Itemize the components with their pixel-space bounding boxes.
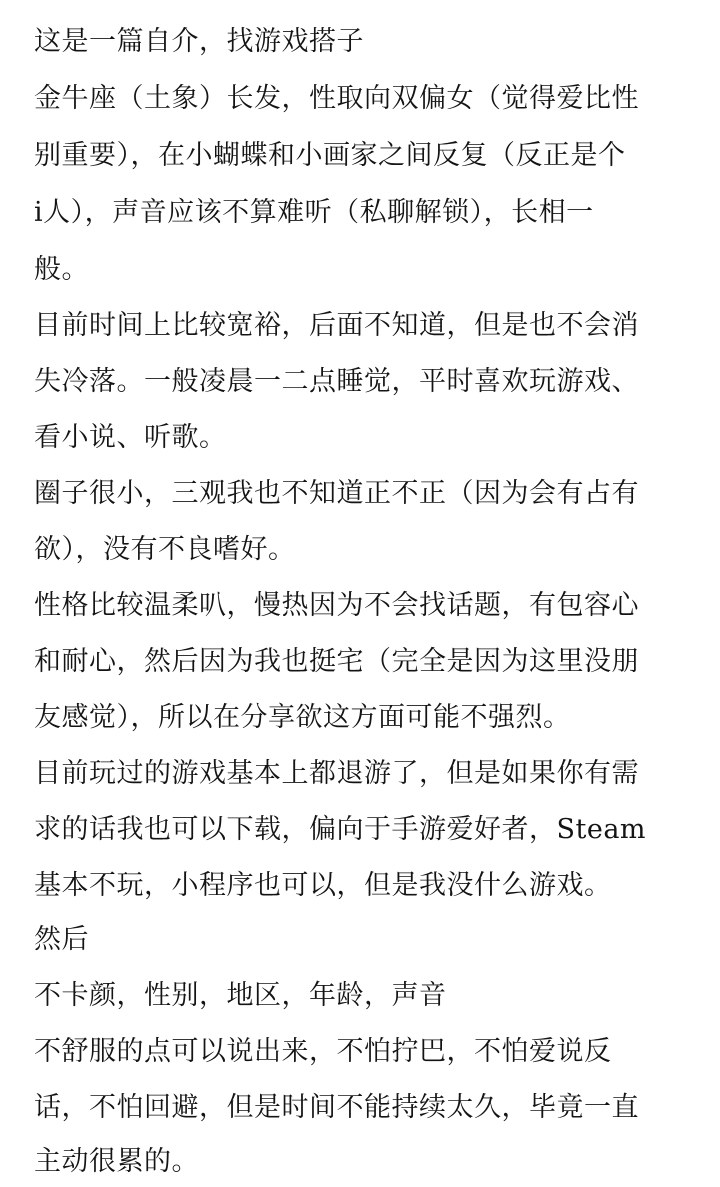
text-line: 失冷落。一般凌晨一二点睡觉，平时喜欢玩游戏、: [34, 366, 639, 397]
text-line: 看小说、听歌。: [34, 422, 227, 453]
text-line: 欲），没有不良嗜好。: [34, 534, 296, 565]
text-line: 友感觉），所以在分享欲这方面可能不强烈。: [34, 702, 571, 733]
text-line: 不卡颜，性别，地区，年龄，声音: [34, 980, 447, 1011]
text-line: 然后: [34, 924, 89, 955]
text-line: 和耐心，然后因为我也挺宅（完全是因为这里没朋: [34, 646, 639, 677]
text-line: 性格比较温柔叭，慢热因为不会找话题，有包容心: [34, 590, 639, 621]
text-line: 基本不玩，小程序也可以，但是我没什么游戏。: [34, 870, 612, 901]
text-line: 金牛座（土象）长发，性取向双偏女（觉得爱比性: [34, 83, 639, 114]
text-line: 不舒服的点可以说出来，不怕拧巴，不怕爱说反: [34, 1036, 612, 1067]
text-line: 目前时间上比较宽裕，后面不知道，但是也不会消: [34, 310, 639, 341]
text-line: 目前玩过的游戏基本上都退游了，但是如果你有需: [34, 758, 639, 789]
text-line: 主动很累的。: [34, 1146, 199, 1177]
text-line: i人），声音应该不算难听（私聊解锁），长相一: [34, 197, 594, 228]
text-line: 别重要），在小蝴蝶和小画家之间反复（反正是个: [34, 140, 626, 171]
text-line: 般。: [34, 254, 89, 285]
text-line: 求的话我也可以下载，偏向于手游爱好者，Steam: [34, 814, 647, 845]
text-line: 圈子很小，三观我也不知道正不正（因为会有占有: [34, 478, 639, 509]
text-line: 话，不怕回避，但是时间不能持续太久，毕竟一直: [34, 1092, 639, 1123]
text-line: 这是一篇自介，找游戏搭子: [34, 26, 364, 57]
